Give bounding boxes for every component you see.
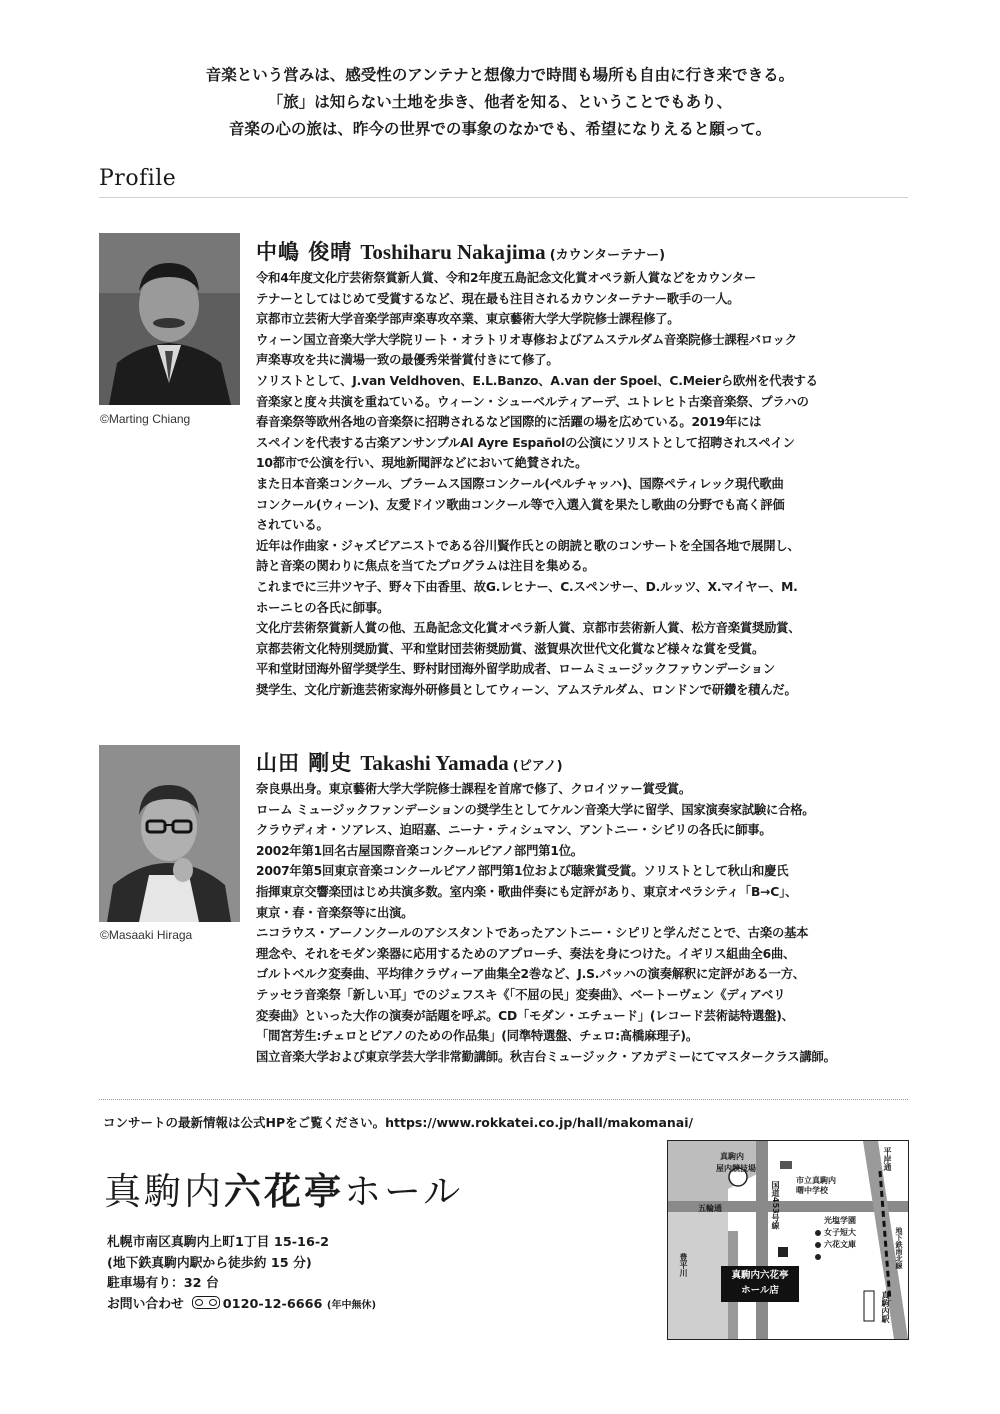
map-label-store1: 光塩学園 bbox=[824, 1216, 856, 1225]
hall-logo bbox=[104, 1161, 463, 1215]
bio-line: 京都市立芸術大学音楽学部声楽専攻卒業、東京藝術大学大学院修士課程修了。 bbox=[256, 312, 680, 327]
intro-message bbox=[0, 62, 1000, 143]
hall-address: 札幌市南区真駒内上町1丁目 15-16-2 bbox=[107, 1235, 330, 1250]
access-map bbox=[667, 1140, 909, 1340]
hall-access: (地下鉄真駒内駅から徒歩約 15 分) bbox=[107, 1255, 312, 1271]
bio-line: コンクール(ウィーン)、友愛ドイツ歌曲コンクール等で入選入賞を果たし歌曲の分野でも高く評価 bbox=[256, 497, 785, 512]
bio-line: 奨学生、文化庁新進芸術家海外研修員としてウィーン、アムステルダム、ロンドンで研鑽を積んだ。 bbox=[256, 682, 797, 697]
bio-line: ウィーン国立音楽大学大学院リート・オラトリオ専修およびアムステルダム音楽院修士課程バロック bbox=[256, 332, 797, 347]
bio-line: また日本音楽コンクール、ブラームス国際コンクール(ペルチャッハ)、国際ペティレック現代歌曲 bbox=[256, 476, 784, 491]
map-label-subway: 地下鉄南北線 bbox=[895, 1227, 903, 1269]
bio-line: ローム ミュージックファンデーションの奨学生としてケルン音楽大学に留学、国家演奏家試験に合格。 bbox=[256, 802, 815, 817]
bio-line: ホーニヒの各氏に師事。 bbox=[256, 600, 390, 615]
bio-line: 令和4年度文化庁芸術祭賞新人賞、令和2年度五島記念文化賞オペラ新人賞などをカウンター bbox=[256, 271, 757, 285]
profile-divider bbox=[99, 197, 908, 198]
bio-line: テッセラ音楽祭「新しい耳」でのジェフスキ《「不屈の民」変奏曲》、ベートーヴェン《ディアベリ bbox=[256, 987, 786, 1002]
nakajima-photo bbox=[99, 233, 240, 405]
bio-line: スペインを代表する古楽アンサンブルAl Ayre Españolの公演にソリストとして招聘されスペイン bbox=[256, 435, 795, 450]
nakajima-name-en: Toshiharu Nakajima bbox=[360, 240, 546, 264]
hall-logo-part: ホール bbox=[344, 1170, 464, 1213]
map-label-route: 国道453号線 bbox=[771, 1181, 780, 1230]
map-label-station: 真駒内駅 bbox=[881, 1291, 890, 1323]
footer-divider bbox=[99, 1099, 908, 1100]
official-hp-note[interactable]: コンサートの最新情報は公式HPをご覧ください。https://www.rokkatei.co.jp/hall/makomanai/ bbox=[103, 1115, 694, 1130]
yamada-role: (ピアノ) bbox=[512, 759, 563, 774]
yamada-name-ja: 山田 剛史 bbox=[256, 751, 353, 775]
map-hall-store-marker bbox=[721, 1266, 799, 1302]
bio-line: 理念や、それをモダン楽器に応用するためのアプローチ、奏法を身につけた。イギリス組曲全6曲、 bbox=[256, 946, 796, 961]
bio-line: 東京・春・音楽祭等に出演。 bbox=[256, 905, 414, 920]
bio-line: ゴルトベルク変奏曲、平均律クラヴィーア曲集全2巻など、J.S.バッハの演奏解釈に定評がある一方、 bbox=[256, 967, 805, 982]
map-label-school2: 曙中学校 bbox=[796, 1186, 828, 1195]
free-dial-icon bbox=[192, 1296, 220, 1309]
bio-line: 詩と音楽の関わりに焦点を当てたプログラムは注目を集める。 bbox=[256, 559, 595, 574]
nakajima-name-ja: 中嶋 俊晴 bbox=[256, 240, 353, 264]
map-label-hiraoka: 平岸通 bbox=[883, 1147, 892, 1171]
bio-line: 音楽家と度々共演を重ねている。ウィーン・シューベルティアーデ、ユトレヒト古楽音楽祭、プラハの bbox=[256, 394, 809, 409]
hall-parking: 駐車場有り：32 台 bbox=[107, 1276, 219, 1291]
bio-line: 国立音楽大学および東京学芸大学非常勤講師。秋吉台ミュージック・アカデミーにてマスタークラス講師。 bbox=[256, 1049, 836, 1064]
bio-line: 京都芸術文化特別奨励賞、平和堂財団芸術奨励賞、滋賀県次世代文化賞など様々な賞を受賞。 bbox=[256, 641, 765, 656]
bio-line: 10都市で公演を行い、現地新聞評などにおいて絶賛された。 bbox=[256, 456, 588, 471]
map-label-school: 市立真駒内 bbox=[796, 1176, 836, 1185]
yamada-photo-credit: ©Masaaki Hiraga bbox=[100, 928, 193, 942]
nakajima-role: (カウンターテナー) bbox=[549, 248, 666, 263]
contact-label: お問い合わせ bbox=[107, 1296, 184, 1312]
bio-line: 変奏曲》といった大作の演奏が話題を呼ぶ。CD「モダン・エチュード」(レコード芸術誌特選盤)、 bbox=[256, 1008, 794, 1023]
nakajima-bio bbox=[256, 268, 916, 700]
nakajima-name bbox=[256, 236, 665, 266]
bio-line: 奈良県出身。東京藝術大学大学院修士課程を首席で修了、クロイツァー賞受賞。 bbox=[256, 782, 691, 796]
bio-line: 春音楽祭等欧州各地の音楽祭に招聘されるなど国際的に活躍の場を広めている。2019年には bbox=[256, 415, 762, 430]
map-label-store3: 六花文庫 bbox=[824, 1240, 856, 1249]
map-label-gorin: 五輪通 bbox=[698, 1204, 722, 1213]
bio-line: 平和堂財団海外留学奨学生、野村財団海外留学助成者、ロームミュージックファウンデーション bbox=[256, 662, 775, 677]
bio-line: クラウディオ・ソアレス、迫昭嘉、ニーナ・ティシュマン、アントニー・シピリの各氏に師事。 bbox=[256, 823, 772, 838]
bio-line: ニコラウス・アーノンクールのアシスタントであったアントニー・シピリと学んだことで、古楽の基本 bbox=[256, 926, 809, 941]
bio-line: ソリストとして、J.van Veldhoven、E.L.Banzo、A.van der Spoel、C.Meierら欧州を代表する bbox=[256, 373, 818, 388]
intro-line: 音楽という営みは、感受性のアンテナと想像力で時間も場所も自由に行き来できる。 bbox=[205, 66, 795, 84]
yamada-bio bbox=[256, 779, 916, 1067]
contact-tel[interactable]: 0120-12-6666 bbox=[222, 1296, 323, 1312]
map-label-river: 豊平川 bbox=[679, 1253, 688, 1277]
hall-contact bbox=[107, 1295, 376, 1317]
bio-line: されている。 bbox=[256, 518, 329, 533]
bio-line: 2007年第5回東京音楽コンクールピアノ部門第1位および聴衆賞受賞。ソリストとして秋山和慶氏 bbox=[256, 864, 789, 879]
contact-tel-note: (年中無休) bbox=[326, 1299, 377, 1311]
map-store-line: ホール店 bbox=[741, 1285, 779, 1296]
bio-line: 2002年第1回名古屋国際音楽コンクールピアノ部門第1位。 bbox=[256, 843, 583, 858]
bio-line: 文化庁芸術祭賞新人賞の他、五島記念文化賞オペラ新人賞、京都市芸術新人賞、松方音楽賞奨励賞、 bbox=[256, 621, 801, 636]
yamada-name bbox=[256, 747, 563, 777]
nakajima-photo-credit: ©Marting Chiang bbox=[100, 412, 191, 426]
map-store-line: 真駒内六花亭 bbox=[731, 1270, 789, 1281]
bio-line: 「間宮芳生:チェロとピアノのための作品集」(同準特選盤、チェロ:髙橋麻理子)。 bbox=[256, 1029, 698, 1044]
hall-logo-part: 真駒内 bbox=[104, 1170, 224, 1213]
bio-line: 声楽専攻を共に満場一致の最優秀栄誉賞付きにて修了。 bbox=[256, 353, 559, 368]
map-label-store2: 女子短大 bbox=[824, 1228, 856, 1237]
hall-address-block bbox=[107, 1233, 376, 1316]
bio-line: 指揮東京交響楽団はじめ共演多数。室内楽・歌曲伴奏にも定評があり、東京オペラシティ「B→C」、 bbox=[256, 884, 798, 899]
bio-line: テナーとしてはじめて受賞するなど、現在最も注目されるカウンターテナー歌手の一人。 bbox=[256, 291, 740, 306]
intro-line: 音楽の心の旅は、昨今の世界での事象のなかでも、希望になりえると願って。 bbox=[228, 120, 772, 138]
yamada-photo bbox=[99, 745, 240, 922]
bio-line: これまでに三井ツヤ子、野々下由香里、故G.レヒナー、C.スペンサー、D.ルッツ、X.マイヤー、M. bbox=[256, 579, 798, 594]
map-label-skate: 屋内競技場 bbox=[716, 1164, 756, 1173]
bio-line: 近年は作曲家・ジャズピアニストである谷川賢作氏との朗読と歌のコンサートを全国各地で展開し、 bbox=[256, 538, 800, 553]
map-label-area: 真駒内 bbox=[720, 1152, 744, 1161]
profile-heading: Profile bbox=[99, 166, 177, 191]
yamada-name-en: Takashi Yamada bbox=[360, 751, 509, 775]
intro-line: 「旅」は知らない土地を歩き、他者を知る、ということでもあり、 bbox=[267, 93, 733, 111]
hall-logo-part: 六花亭 bbox=[224, 1169, 344, 1213]
